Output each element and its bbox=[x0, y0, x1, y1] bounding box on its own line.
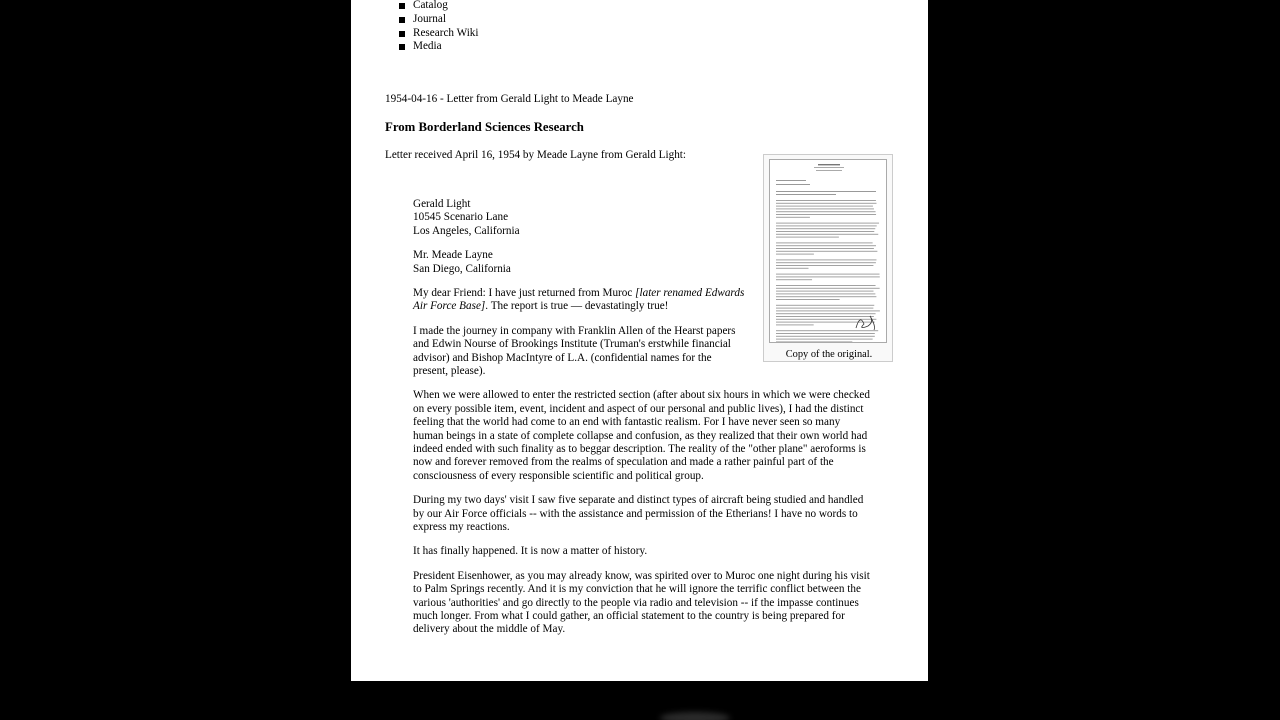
nav-item-journal[interactable] bbox=[399, 13, 479, 27]
letter-paragraph-2: I made the journey in company with Franklin Allen of the Hearst papers and Edwin Nourse of Brookings Institute (Truman's erstwhile financial advisor) and Bishop MacIntyre of L.A. (confidential names for the present, please). bbox=[413, 324, 736, 377]
scan-text-line bbox=[776, 191, 876, 192]
document-page bbox=[351, 0, 928, 681]
intro-text: Letter received April 16, 1954 by Meade Layne from Gerald Light: bbox=[385, 149, 687, 161]
site-nav-list bbox=[399, 0, 479, 54]
scan-text-line bbox=[816, 170, 842, 171]
letter-paragraph-3: When we were allowed to enter the restricted section (after about six hours in which we were checked on every possible item, event, incident and aspect of our personal and public lives), I had the distinct feeling that the world had come to an end with fantastic realism. For I have never seen so many human beings in a state of complete collapse and confusion, as they realized that their own world had indeed ended with such finality as to beggar description. The reality of the "other plane" aeroforms is now and forever removed from the realms of speculation and made a rather painful part of the consciousness of every responsible scientific and political group. bbox=[413, 389, 870, 482]
background-glow bbox=[660, 712, 730, 720]
nav-link-journal[interactable]: Journal bbox=[413, 12, 446, 25]
scan-text-line bbox=[776, 180, 806, 181]
recipient-city: San Diego, California bbox=[413, 262, 511, 275]
letter-paragraph-5: It has finally happened. It is now a matter of history. bbox=[413, 545, 648, 558]
nav-link-media[interactable]: Media bbox=[413, 40, 442, 53]
scan-text-line bbox=[818, 164, 840, 165]
nav-item-catalog[interactable] bbox=[399, 0, 479, 13]
scan-text-line bbox=[776, 194, 836, 195]
nav-link-catalog[interactable]: Catalog bbox=[413, 0, 448, 11]
scan-text-line bbox=[814, 167, 844, 168]
letter-paragraph-1 bbox=[413, 287, 749, 314]
para1-end: . The report is true — devastatingly true! bbox=[485, 300, 669, 313]
nav-link-research-wiki[interactable]: Research Wiki bbox=[413, 26, 479, 39]
sender-address bbox=[413, 198, 873, 238]
letter-paragraph-6: President Eisenhower, as you may already know, was spirited over to Muroc one night during his visit to Palm Springs recently. And it is my conviction that he will ignore the terrific conflict between the various 'authorities' and go directly to the people via radio and television -- if the impasse continues much longer. From what I could gather, an official statement to the country is being prepared for delivery about the middle of May. bbox=[413, 569, 870, 636]
page-breadcrumb: 1954-04-16 - Letter from Gerald Light to Meade Layne bbox=[385, 93, 634, 105]
recipient-name: Mr. Meade Layne bbox=[413, 249, 493, 262]
para1-editor-note: [later renamed Edwards Air Force Base] bbox=[413, 286, 745, 313]
nav-item-research-wiki[interactable] bbox=[399, 27, 479, 41]
sender-name: Gerald Light bbox=[413, 198, 471, 210]
recipient-address bbox=[413, 249, 873, 276]
section-heading: From Borderland Sciences Research bbox=[385, 120, 584, 134]
letter-body bbox=[413, 198, 873, 648]
letter-paragraph-4: During my two days' visit I saw five separate and distinct types of aircraft being studied and handled by our Air Force officials -- with the assistance and permission of the Etherians! I have no words to express my reactions. bbox=[413, 494, 864, 534]
nav-item-media[interactable] bbox=[399, 40, 479, 54]
figure-caption: Copy of the original. bbox=[785, 349, 873, 360]
sender-street: 10545 Scenario Lane bbox=[413, 211, 509, 224]
scan-text-line bbox=[776, 184, 810, 185]
sender-city: Los Angeles, California bbox=[413, 224, 520, 237]
para1-start: My dear Friend: I have just returned from Muroc bbox=[413, 286, 636, 299]
